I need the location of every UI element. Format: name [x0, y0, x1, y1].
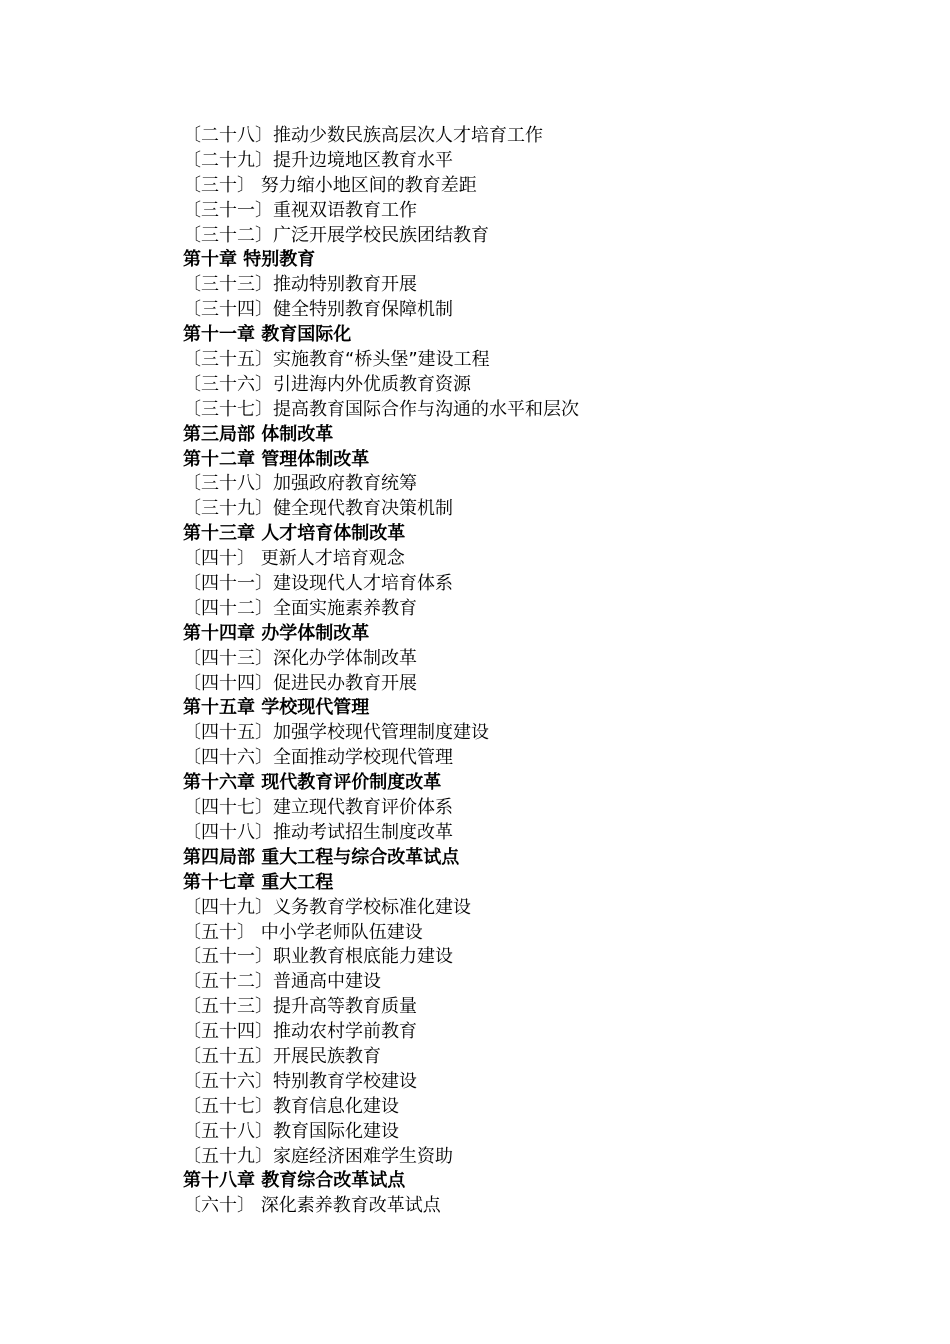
chapter-heading: 第十四章 办学体制改革 — [183, 622, 370, 644]
toc-item: 〔五十〕 中小学老师队伍建设 — [183, 921, 423, 943]
toc-item: 〔三十八〕加强政府教育统筹 — [183, 473, 417, 495]
chapter-heading: 第十一章 教育国际化 — [183, 324, 352, 346]
part-heading: 第四局部 重大工程与综合改革试点 — [183, 846, 460, 868]
toc-item: 〔三十三〕推动特别教育开展 — [183, 274, 417, 296]
toc-item: 〔五十六〕特别教育学校建设 — [183, 1070, 417, 1092]
toc-item: 〔五十一〕职业教育根底能力建设 — [183, 946, 453, 968]
toc-item: 〔三十二〕广泛开展学校民族团结教育 — [183, 224, 489, 246]
toc-item: 〔四十〕 更新人才培育观念 — [183, 548, 405, 570]
toc-item: 〔五十四〕推动农村学前教育 — [183, 1021, 417, 1043]
toc-item: 〔四十八〕推动考试招生制度改革 — [183, 821, 453, 843]
chapter-heading: 第十章 特别教育 — [183, 249, 316, 271]
chapter-heading: 第十三章 人才培育体制改革 — [183, 523, 406, 545]
toc-item: 〔五十二〕普通高中建设 — [183, 971, 381, 993]
toc-item: 〔四十五〕加强学校现代管理制度建设 — [183, 722, 489, 744]
toc-item: 〔四十一〕建设现代人才培育体系 — [183, 573, 453, 595]
part-heading: 第三局部 体制改革 — [183, 423, 334, 445]
toc-item: 〔四十六〕全面推动学校现代管理 — [183, 747, 453, 769]
toc-item: 〔二十九〕提升边境地区教育水平 — [183, 149, 453, 171]
chapter-heading: 第十八章 教育综合改革试点 — [183, 1170, 406, 1192]
toc-item: 〔四十四〕促进民办教育开展 — [183, 672, 417, 694]
toc-item: 〔四十二〕全面实施素养教育 — [183, 597, 417, 619]
toc-item: 〔五十八〕教育国际化建设 — [183, 1120, 399, 1142]
toc-item: 〔五十三〕提升高等教育质量 — [183, 996, 417, 1018]
toc-item: 〔二十八〕推动少数民族高层次人才培育工作 — [183, 125, 543, 146]
toc-item: 〔三十九〕健全现代教育决策机制 — [183, 498, 453, 520]
chapter-heading: 第十六章 现代教育评价制度改革 — [183, 772, 442, 794]
toc-item: 〔五十七〕教育信息化建设 — [183, 1095, 399, 1117]
chapter-heading: 第十二章 管理体制改革 — [183, 448, 370, 470]
toc-item: 〔六十〕 深化素养教育改革试点 — [183, 1195, 441, 1217]
table-of-contents — [183, 124, 883, 1219]
toc-item: 〔四十三〕深化办学体制改革 — [183, 647, 417, 669]
toc-item: 〔三十〕 努力缩小地区间的教育差距 — [183, 174, 477, 196]
toc-item: 〔三十四〕健全特别教育保障机制 — [183, 299, 453, 321]
toc-item: 〔四十七〕建立现代教育评价体系 — [183, 797, 453, 819]
chapter-heading: 第十五章 学校现代管理 — [183, 697, 370, 719]
toc-item: 〔四十九〕义务教育学校标准化建设 — [183, 896, 471, 918]
toc-item: 〔五十五〕开展民族教育 — [183, 1045, 381, 1067]
toc-item: 〔五十九〕家庭经济困难学生资助 — [183, 1145, 453, 1167]
toc-item: 〔三十六〕引进海内外优质教育资源 — [183, 373, 471, 395]
toc-item: 〔三十七〕提高教育国际合作与沟通的水平和层次 — [183, 398, 579, 420]
toc-item: 〔三十一〕重视双语教育工作 — [183, 199, 417, 221]
chapter-heading: 第十七章 重大工程 — [183, 871, 334, 893]
toc-item: 〔三十五〕实施教育“桥头堡”建设工程 — [183, 349, 490, 371]
